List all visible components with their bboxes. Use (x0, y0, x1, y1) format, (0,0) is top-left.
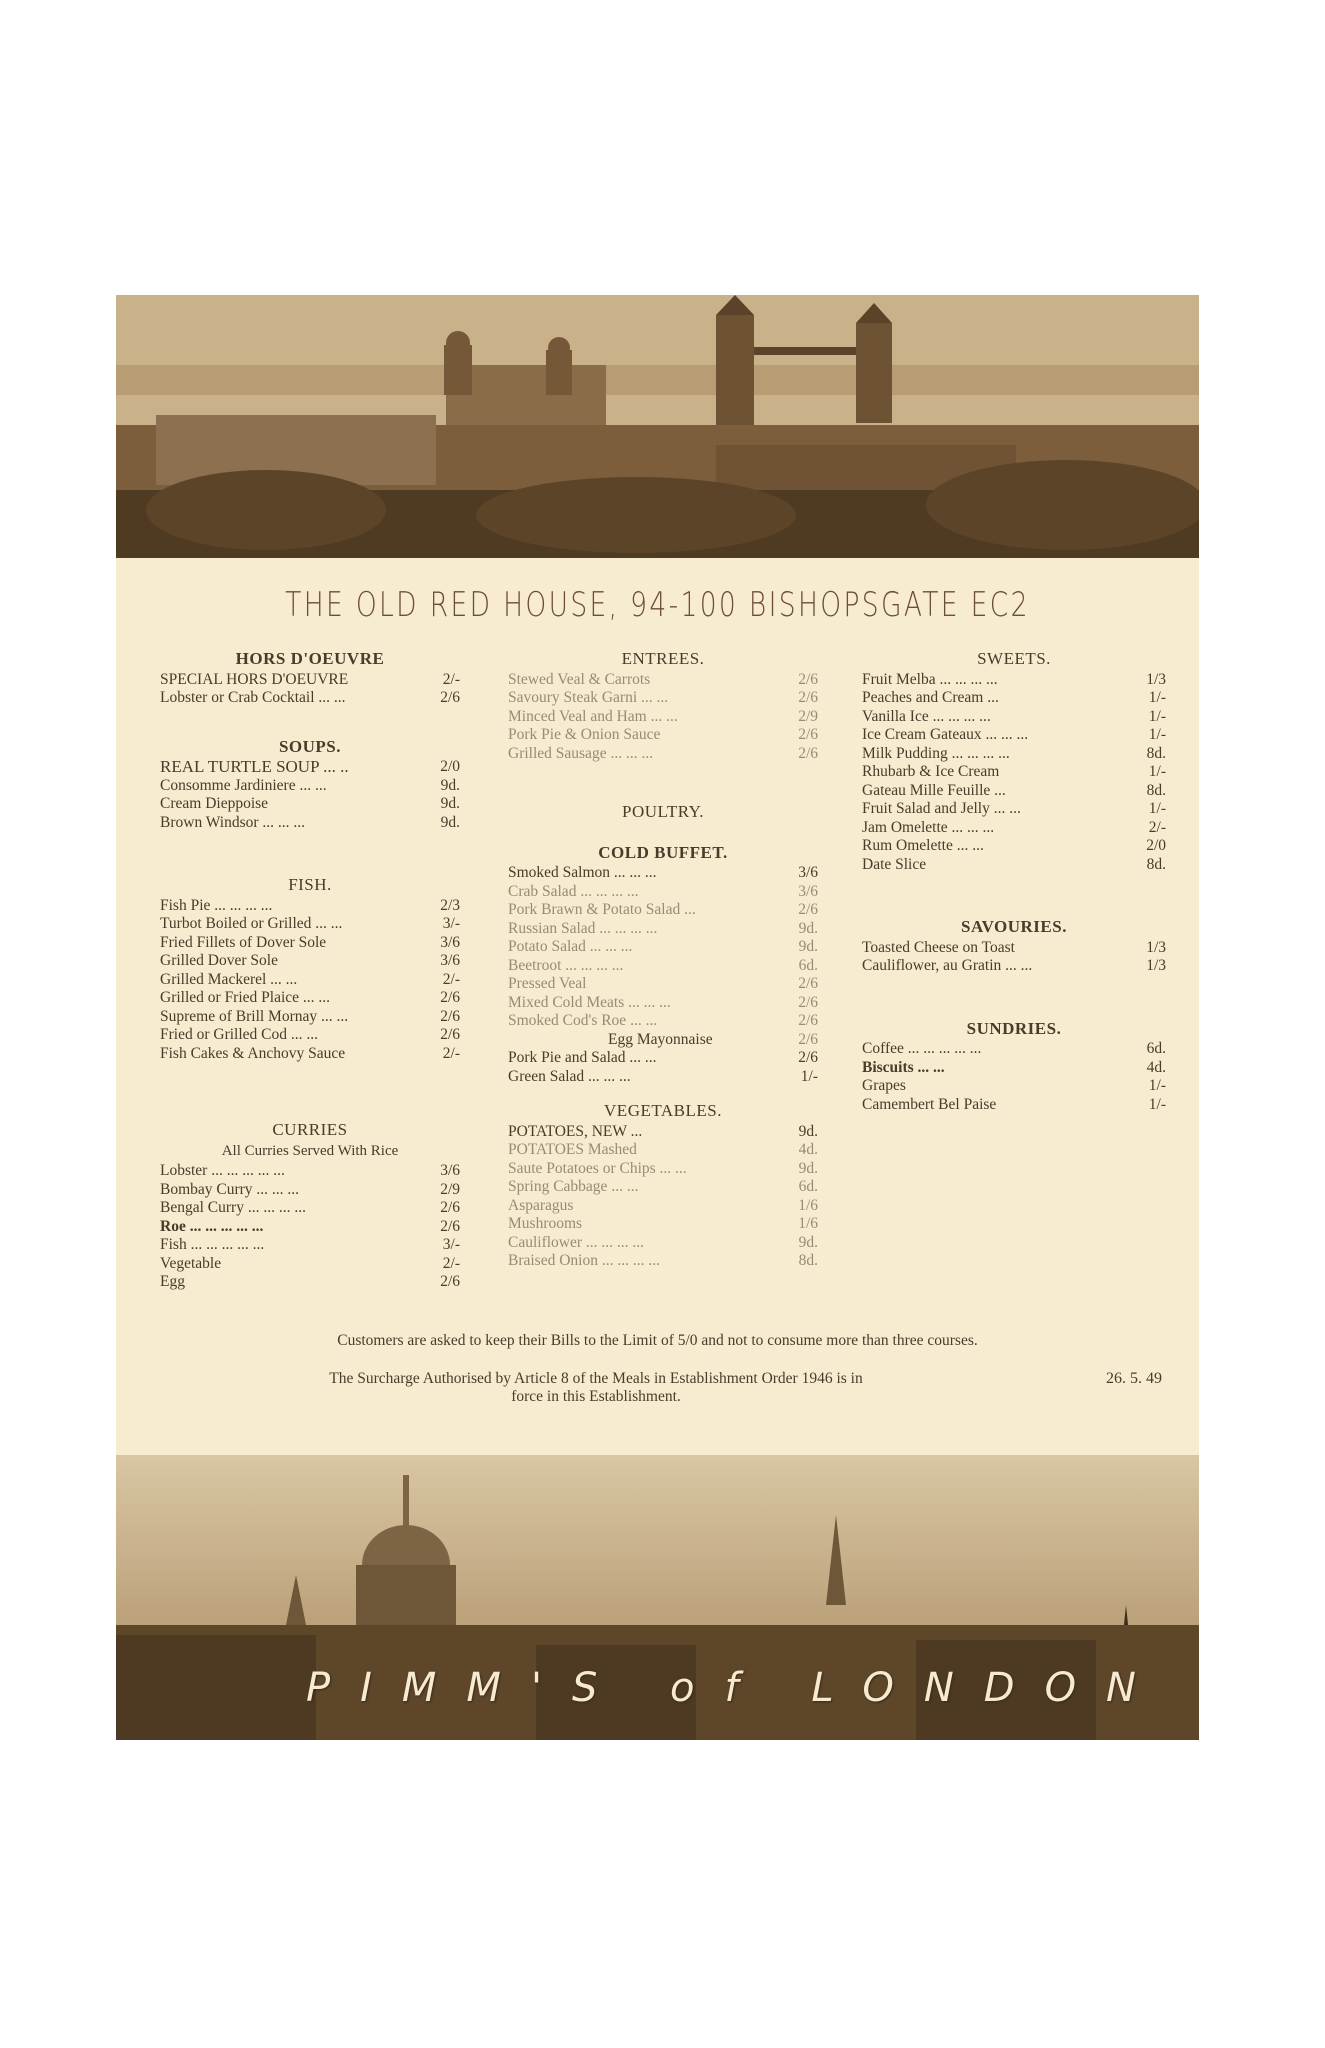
menu-column-2 (508, 650, 818, 1271)
section-title-cold-buffet: COLD BUFFET. (598, 842, 728, 862)
menu-item: Cream Dieppoise 9d. (160, 795, 460, 812)
menu-item: Coffee ... ... ... ... ... 6d. (862, 1040, 1166, 1057)
menu-item: Brown Windsor ... ... ... 9d. (160, 813, 460, 831)
menu-item: Vanilla Ice ... ... ... ... 1/- (862, 707, 1166, 725)
menu-item: Asparagus 1/6 (508, 1196, 818, 1214)
menu-item: Smoked Cod's Roe ... ... 2/6 (508, 1012, 818, 1029)
section-title-fish: FISH. (288, 875, 332, 894)
section-title-soups: SOUPS. (278, 736, 342, 756)
menu-item: Cauliflower ... ... ... ... 9d. (508, 1233, 818, 1251)
menu-item: Lobster or Crab Cocktail ... ... 2/6 (160, 689, 460, 706)
section-title-sweets: SWEETS. (977, 649, 1051, 668)
menu-item: Green Salad ... ... ... 1/- (508, 1067, 818, 1085)
menu-item: POTATOES, NEW ... 9d. (508, 1122, 818, 1140)
section-title-poultry: POULTRY. (622, 802, 704, 821)
menu-item: Potato Salad ... ... ... 9d. (508, 938, 818, 955)
menu-item: Peaches and Cream ... 1/- (862, 689, 1166, 706)
menu-item: Jam Omelette ... ... ... 2/- (862, 818, 1166, 836)
menu-date: 26. 5. 49 (1106, 1370, 1162, 1387)
menu-item: Rhubarb & Ice Cream 1/- (862, 763, 1166, 780)
pimms-of-london-logo: PIMM'S of LONDON (306, 1665, 1166, 1711)
menu-item: Toasted Cheese on Toast 1/3 (862, 938, 1166, 956)
menu-item: Braised Onion ... ... ... ... 8d. (508, 1252, 818, 1269)
section-title-entrees: ENTREES. (621, 649, 705, 668)
menu-item: Fish Pie ... ... ... ... 2/3 (160, 896, 460, 914)
menu-item: SPECIAL HORS D'OEUVRE 2/- (160, 670, 460, 688)
menu-item: Camembert Bel Paise 1/- (862, 1095, 1166, 1113)
menu-item: Biscuits ... ... 4d. (862, 1058, 1166, 1076)
menu-item: Fish ... ... ... ... ... 3/- (160, 1236, 460, 1253)
menu-item: Consomme Jardiniere ... ... 9d. (160, 776, 460, 794)
menu-item: Rum Omelette ... ... 2/0 (862, 837, 1166, 854)
menu-item: Gateau Mille Feuille ... 8d. (862, 781, 1166, 799)
menu-item: Mushrooms 1/6 (508, 1215, 818, 1232)
menu-item: Russian Salad ... ... ... ... 9d. (508, 919, 818, 937)
menu-item: Grapes 1/- (862, 1077, 1166, 1094)
section-title-curries: CURRIES (272, 1120, 348, 1139)
menu-item: Grilled Mackerel ... ... 2/- (160, 970, 460, 988)
menu-item: Beetroot ... ... ... ... 6d. (508, 956, 818, 974)
menu-sheet (116, 295, 1199, 1740)
section-title-savouries: SAVOURIES. (961, 917, 1067, 936)
section-title-vegetables: VEGETABLES. (604, 1101, 722, 1120)
menu-item: Egg Mayonnaise 2/6 (608, 1030, 818, 1048)
menu-item: Roe ... ... ... ... ... 2/6 (160, 1217, 460, 1235)
menu-item: Smoked Salmon ... ... ... 3/6 (508, 864, 818, 881)
menu-item: Lobster ... ... ... ... ... 3/6 (160, 1162, 460, 1179)
menu-item: Grilled Sausage ... ... ... 2/6 (508, 744, 818, 762)
menu-item: Bengal Curry ... ... ... ... 2/6 (160, 1199, 460, 1216)
section-title-sundries: SUNDRIES. (966, 1018, 1062, 1038)
menu-item: Grilled or Fried Plaice ... ... 2/6 (160, 989, 460, 1006)
bill-limit-notice: Customers are asked to keep their Bills to the Limit of 5/0 and not to consume more than three courses. (337, 1332, 978, 1349)
menu-item: REAL TURTLE SOUP ... .. 2/0 (160, 758, 460, 776)
menu-item: Vegetable 2/- (160, 1254, 460, 1272)
menu-item: Grilled Dover Sole 3/6 (160, 952, 460, 969)
menu-item: Turbot Boiled or Grilled ... ... 3/- (160, 915, 460, 932)
menu-item: Pressed Veal 2/6 (508, 975, 818, 992)
menu-item: Date Slice 8d. (862, 855, 1166, 873)
menu-item: Pork Pie and Salad ... ... 2/6 (508, 1049, 818, 1066)
menu-column-1 (160, 650, 460, 1292)
menu-item: Ice Cream Gateaux ... ... ... 1/- (862, 726, 1166, 743)
menu-item: Spring Cabbage ... ... 6d. (508, 1178, 818, 1195)
menu-item: POTATOES Mashed 4d. (508, 1141, 818, 1158)
menu-item: Fried Fillets of Dover Sole 3/6 (160, 933, 460, 951)
menu-column-3 (862, 650, 1166, 1114)
menu-item: Egg 2/6 (160, 1273, 460, 1290)
curries-subtitle: All Curries Served With Rice (221, 1142, 399, 1159)
menu-item: Saute Potatoes or Chips ... ... 9d. (508, 1159, 818, 1177)
menu-item: Supreme of Brill Mornay ... ... 2/6 (160, 1007, 460, 1025)
menu-item: Minced Veal and Ham ... ... 2/9 (508, 707, 818, 725)
menu-item: Milk Pudding ... ... ... ... 8d. (862, 744, 1166, 762)
menu-item: Fruit Salad and Jelly ... ... 1/- (862, 800, 1166, 817)
restaurant-banner: THE OLD RED HOUSE, 94-100 BISHOPSGATE EC2 (285, 585, 1030, 625)
section-title-hors-doeuvre: HORS D'OEUVRE (235, 649, 385, 668)
menu-item: Savoury Steak Garni ... ... 2/6 (508, 689, 818, 706)
menu-item: Fried or Grilled Cod ... ... 2/6 (160, 1026, 460, 1043)
menu-item: Mixed Cold Meats ... ... ... 2/6 (508, 993, 818, 1011)
menu-item: Pork Pie & Onion Sauce 2/6 (508, 726, 818, 743)
menu-item: Pork Brawn & Potato Salad ... 2/6 (508, 901, 818, 918)
menu-item: Cauliflower, au Gratin ... ... 1/3 (862, 957, 1166, 974)
surcharge-notice: The Surcharge Authorised by Article 8 of the Meals in Establishment Order 1946 is in force in this Establishment. (329, 1370, 863, 1405)
menu-item: Crab Salad ... ... ... ... 3/6 (508, 882, 818, 900)
menu-item: Bombay Curry ... ... ... 2/9 (160, 1180, 460, 1198)
menu-item: Stewed Veal & Carrots 2/6 (508, 670, 818, 688)
menu-item: Fruit Melba ... ... ... ... 1/3 (862, 670, 1166, 688)
menu-item: Fish Cakes & Anchovy Sauce 2/- (160, 1044, 460, 1062)
tower-of-london-photo (116, 295, 1199, 558)
